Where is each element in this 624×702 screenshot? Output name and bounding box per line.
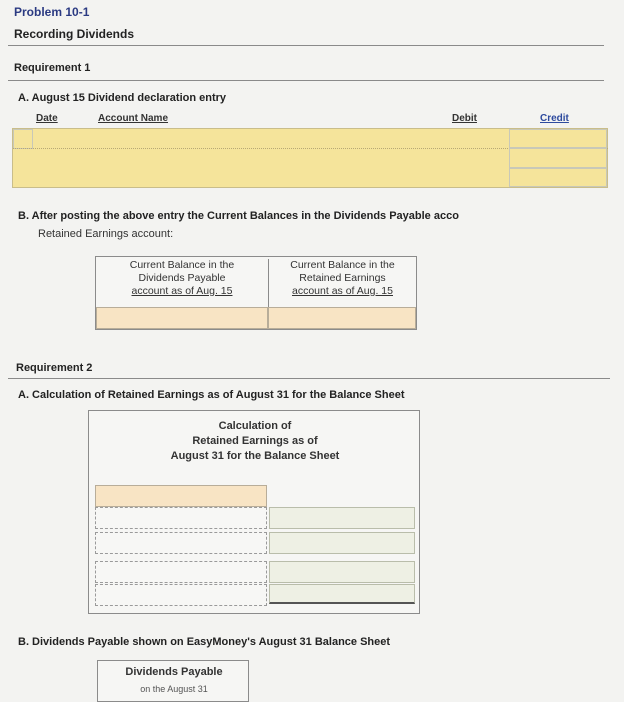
req2-part-b-heading: B. Dividends Payable shown on EasyMoney's August 31 Balance Sheet: [18, 636, 391, 648]
debit-column-header: Debit: [452, 113, 477, 124]
divider: [8, 378, 610, 379]
calc-label-input-1[interactable]: [95, 485, 267, 507]
date-column-header: Date: [36, 113, 58, 124]
calculation-title: Calculation of Retained Earnings as of August 31 for the Balance Sheet: [170, 420, 340, 462]
calc-label-input-4[interactable]: [95, 561, 267, 583]
current-balances-table: [95, 256, 417, 330]
requirement-1-label: Requirement 1: [14, 62, 91, 74]
calc-label-input-2[interactable]: [95, 507, 267, 529]
account-name-input-2[interactable]: [35, 169, 507, 186]
req2-part-a-heading: A. Calculation of Retained Earnings as of August 31 for the Balance Sheet: [18, 389, 405, 401]
dividends-payable-header: Current Balance in the Dividends Payable account as of Aug. 15: [129, 259, 235, 297]
retained-earnings-header: Current Balance in the Retained Earnings account as of Aug. 15: [268, 259, 416, 307]
requirement-2-label: Requirement 2: [16, 362, 93, 374]
part-a-heading: A. August 15 Dividend declaration entry: [18, 92, 227, 104]
divider: [8, 45, 604, 46]
dividends-payable-label: Dividends Payable: [125, 666, 223, 678]
account-column-header: Account Name: [98, 113, 169, 124]
calc-label-input-3[interactable]: [95, 532, 267, 554]
credit-cell-1[interactable]: [509, 129, 607, 148]
problem-title: Problem 10-1: [14, 5, 90, 19]
calc-amount-input-4[interactable]: [269, 561, 415, 583]
calc-amount-input-3[interactable]: [269, 532, 415, 554]
calc-amount-input-2[interactable]: [269, 507, 415, 529]
part-b-heading-cont: Retained Earnings account:: [38, 228, 174, 240]
credit-cell-2[interactable]: [509, 148, 607, 168]
credit-column-header: Credit: [540, 113, 569, 124]
retained-earnings-calculation-box: [88, 410, 420, 614]
date-cell[interactable]: [13, 129, 33, 149]
divider: [8, 80, 604, 81]
calc-label-input-5[interactable]: [95, 584, 267, 606]
page-subtitle: Recording Dividends: [14, 27, 135, 41]
account-name-input[interactable]: [35, 150, 507, 168]
dividends-payable-balance-input[interactable]: [96, 307, 268, 329]
journal-entry-table: [12, 128, 608, 188]
calc-total-input[interactable]: [269, 584, 415, 604]
dividends-payable-sublabel: on the August 31: [140, 684, 208, 694]
part-b-heading: B. After posting the above entry the Current Balances in the Dividends Payable acco: [18, 210, 459, 222]
retained-earnings-balance-input[interactable]: [268, 307, 416, 329]
credit-cell-3[interactable]: [509, 168, 607, 187]
dividends-payable-box: [97, 660, 249, 702]
